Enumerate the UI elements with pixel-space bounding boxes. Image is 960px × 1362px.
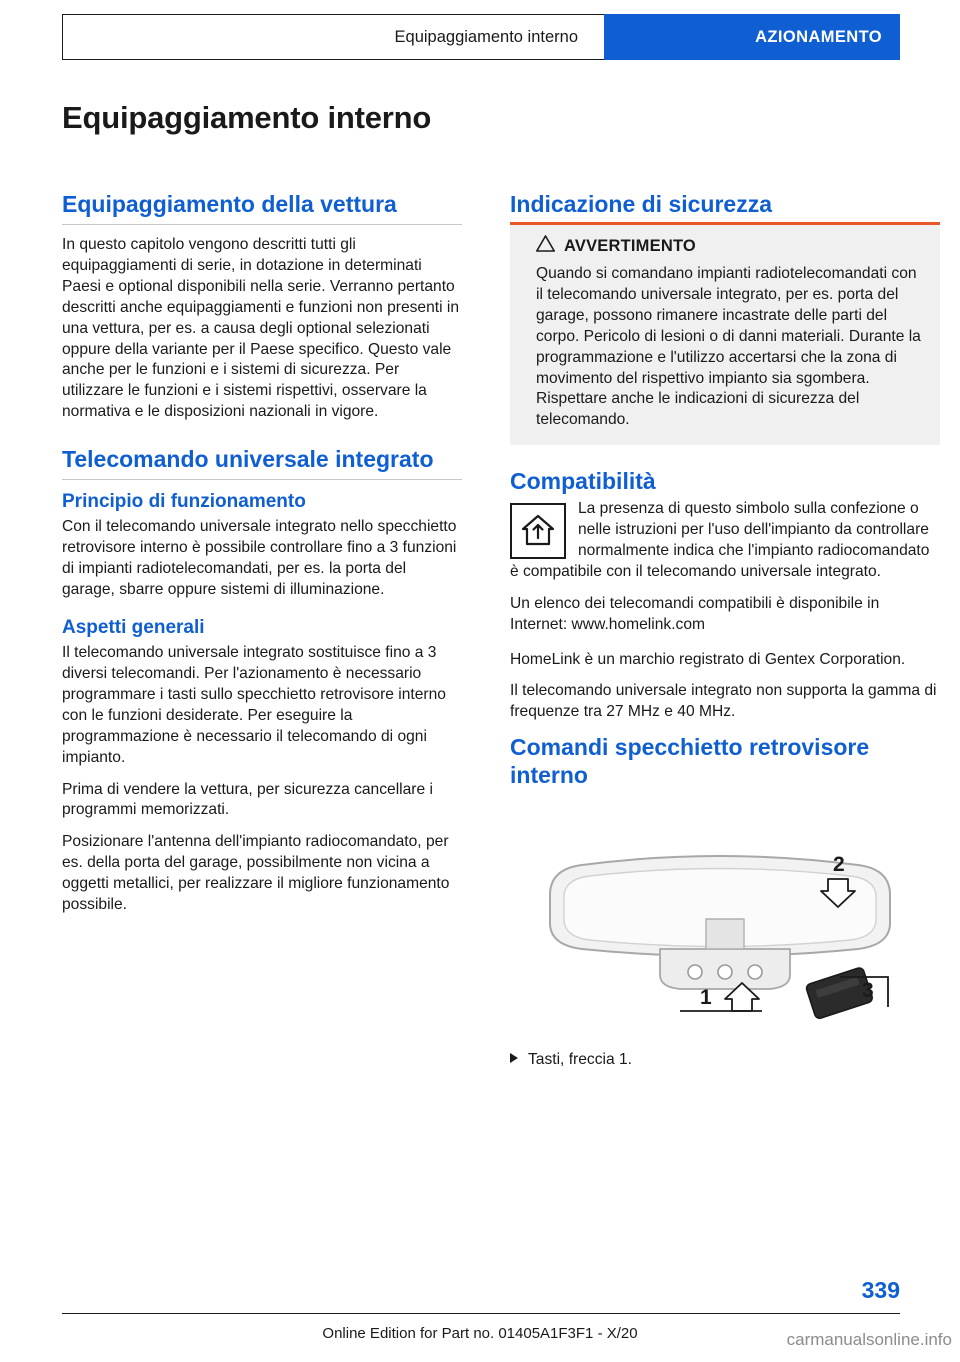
paragraph-aspetti-1: Il telecomando universale integrato sostituisce fino a 3 diversi telecomandi. Per l'azionamento è necessario programmare i tasti sullo specchietto retrovisore interno con le funzioni desiderate. Per eseguire la programmazione è necessario il telecomando di ogni impianto. xyxy=(62,644,446,766)
paragraph-aspetti-3: Posizionare l'antenna dell'impianto radiocomandato, per es. della porta del garage, possibilmente non vicina a oggetti metallici, per realizzare il migliore funzionamento possibile. xyxy=(62,833,450,913)
warning-top-rule xyxy=(510,222,940,225)
heading-compatibilita: Compatibilità xyxy=(510,468,656,495)
heading-principio-funzionamento: Principio di funzionamento xyxy=(62,491,306,513)
left-column xyxy=(62,190,462,916)
warning-box xyxy=(510,222,940,445)
svg-text:2: 2 xyxy=(833,853,845,877)
heading-comandi-specchietto: Comandi specchietto retrovisore interno xyxy=(510,734,870,789)
heading-indicazione-sicurezza: Indicazione di sicurezza xyxy=(510,191,773,217)
footer-edition-text: Online Edition for Part no. 01405A1F3F1 - X/20 xyxy=(322,1325,638,1342)
rearview-mirror-illustration xyxy=(510,799,940,1039)
heading-telecomando-universale: Telecomando universale integrato xyxy=(62,446,434,473)
house-arrow-symbol-icon xyxy=(510,503,566,559)
warning-text: Quando si comandano impianti radiotelecomandati con il telecomando universale integrato, per es. porta del garage, possono rimanere incastrate delle parti del corpo. Pericolo di lesioni o di danni materiali. Durante la programmazione e l'utilizzo accertarsi che la zona di movimento del rispettivo impianto sia sgombera. Rispettare anche le indicazioni di sicurezza del telecomando. xyxy=(536,265,921,429)
paragraph-intro: In questo capitolo vengono descritti tutti gli equipaggiamenti di serie, in dotazione in determinati Paesi e optional disponibili nella serie. Verranno pertanto descritti anche equipaggiamenti e funzioni non presenti in una vettura, per es. a causa degli optional selezionati oppure della variante per il Paese specifico. Questo vale anche per le funzioni e i sistemi di sicurezza. Per utilizzare le funzioni e i sistemi rispettivi, osservare la normativa e le disposizioni nazionali in vigore. xyxy=(62,236,460,421)
warning-title: AVVERTIMENTO xyxy=(564,236,696,255)
heading-aspetti-generali: Aspetti generali xyxy=(62,617,205,639)
divider xyxy=(62,479,462,480)
right-column xyxy=(510,190,940,1069)
paragraph-homelink: HomeLink è un marchio registrato di Gentex Corporation. xyxy=(510,650,906,668)
figure-caption: Tasti, freccia 1. xyxy=(528,1051,632,1069)
warning-triangle-icon xyxy=(536,235,555,257)
warning-header xyxy=(524,235,926,257)
section-tab: AZIONAMENTO xyxy=(604,14,900,60)
page-number: 339 xyxy=(861,1277,900,1303)
divider xyxy=(62,224,462,225)
figure-caption-row xyxy=(510,1051,940,1069)
heading-equipaggiamento-vettura: Equipaggiamento della vettura xyxy=(62,191,397,217)
paragraph-aspetti-2: Prima di vendere la vettura, per sicurezza cancellare i programmi memorizzati. xyxy=(62,780,433,819)
paragraph-principio: Con il telecomando universale integrato nello specchietto retrovisore interno è possibile controllare fino a 3 funzioni di impianti radiotelecomandati, per es. la porta del garage, sbarre oppure sistemi di illuminazione. xyxy=(62,517,457,598)
page-title: Equipaggiamento interno xyxy=(62,100,432,135)
watermark: carmanualsonline.info xyxy=(786,1330,952,1349)
mirror-figure xyxy=(510,799,940,1039)
triangle-right-icon xyxy=(510,1053,518,1063)
breadcrumb: Equipaggiamento interno xyxy=(62,14,604,60)
paragraph-frequenze: Il telecomando universale integrato non supporta la gamma di frequenze tra 27 MHz e 40 MHz. xyxy=(510,682,937,721)
svg-text:1: 1 xyxy=(700,986,712,1010)
paragraph-compat-1: La presenza di questo simbolo sulla confezione o nelle istruzioni per l'uso dell'impianto da controllare normalmente indica che l'impianto radiocomandato è compatibile con il telecomando universale integrato. xyxy=(510,500,930,580)
paragraph-compat-2: Un elenco dei telecomandi compatibili è disponibile in Internet: www.homelink.com xyxy=(510,594,880,633)
footer-divider xyxy=(62,1313,900,1314)
compatibility-block xyxy=(510,499,940,723)
svg-text:3: 3 xyxy=(862,979,874,1003)
page-header xyxy=(62,14,900,60)
